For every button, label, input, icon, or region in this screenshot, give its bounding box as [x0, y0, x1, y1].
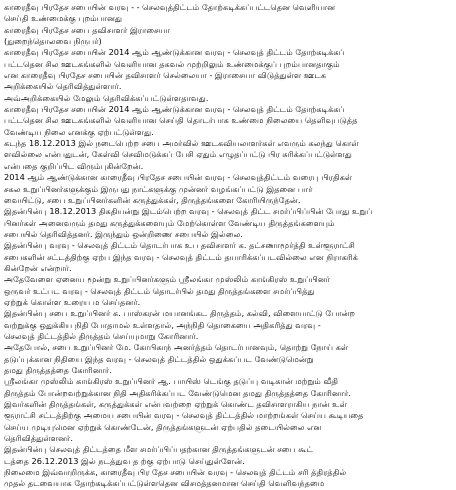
body-line: அவ்அறிக்கையில் மேலும் தெரிவிக்கப்பட்டுள்ளதாவது. [4, 92, 209, 103]
headline-line-1: காரைதீவு பிரதேச சபையின் வரவு - - செலவுத்திட்டம் தோற்கடிக்கப்பட்டதென வெளியான [4, 2, 336, 12]
body-line: என்பதை குறிப்பிட விரும்புகின்றேன். [4, 160, 144, 171]
subheadline: காரைதீவு பிரதேச சபை தவிசாளர் இராசையா [4, 24, 170, 35]
body-line: பினர்கள் அனைவரும் தமது கருத்துக்களையும் மேற்கொள்ள வேண்டிய திருத்தங்களையும் [4, 217, 335, 228]
body-line: ளூராட்சி சட்டத்திற்கு அமைய சபையின் வரவு - செலவுத் திட்டத்தில் மாற்றங்கள் செய்ய கூடியதை [4, 410, 364, 421]
body-line: அதேபோல், சபை உறுப்பினர் மே. கோபிகாந் அனர்த்தம் தொடர்பானவும், தொற்று நோய் கள் [4, 342, 349, 353]
body-line: காரைதீவு பிரதேச சபையின் 2014 ஆம் ஆண்டுக்கான வரவு - செலவுத் திட்டம் தோற்கடிக்கப் [4, 47, 345, 58]
body-line: பட்டதென சில ஊடகங்களில் வெளியான தகவல் முற்றிலும் உண்மைக்குப் புறம்பானதாகும் [4, 58, 340, 69]
body-line: வேண்டிய நிலை எனக்கு ஏற்பட்டுள்ளது. [4, 126, 154, 137]
body-line: 2014 ஆம் ஆண்டுக்கான காரைதீவு பிரதேச சபையின் வரவு - செலவுத்திட்டம் வரைபு பிரதிகள் [4, 172, 353, 183]
body-line: வற்றுக்கு ஒதுக்கிய நிதி போதாமல் உள்ளதால், அந்நிதி தொகையை அதிகரித்து வரவு - [4, 319, 321, 330]
body-line: தெரிவித்துள்ளனர். [4, 433, 73, 444]
body-line: வையிட்டு, சபை உறுப்பினர்களின் கருத்துக்கள், திருத்தங்களை கோரியிருந்தேன். [4, 194, 301, 205]
headline-line-2: செய்தி உண்மைக்கு புறம்பானது [4, 13, 123, 24]
body-line: நிலைமை இவ்வாறிருக்க, காரைதீவு பிர தேச சபையின் வரவு - செலவுத் திட்டம் சரி த்திரத்தில் [4, 467, 347, 478]
body-line: பட்டதென சில ஊடகங்களில் வெளியான செய்தி தொடர்பாக உண்மை நிலையை தெளிவுபடுத்த [4, 115, 358, 126]
body-line: சகல உறுப்பினர்களுக்கும் இருபது நாட்களுக்கு முன்னர் வழங்கப்பட்டு இதனை பார் [4, 183, 313, 194]
body-line: என காரைதீவு பிரதேச சபையின் தவிசாளர் செல்லையா - இராசையா விடுத்துள்ள ஊடக [4, 70, 327, 81]
body-line: ஏற்றுக் கொள்ள உரைய ம செய்தனர். [4, 296, 141, 307]
body-line: இவர்களின் திருத்தங்கள், கருத்துக்கள் என்பவற்றை ஏற்றுக் கொண்ட தவிசாளராகிய நான் உள் [4, 399, 347, 410]
body-line: சபையில் தெரிவித்தனர். இருந்தும் ஒன்றிணை சபையில் இல்லை. [4, 228, 243, 239]
byline: (நுறைந்தொலவை நிருபர்) [4, 36, 102, 47]
body-line: ளவில்லை என்பதுடன், கேள்வி செவிமடுக்கப் பேசி ஏதும் எழுதப்பட்டு பிர சுரிக்கப்பட்டுள்ளது [4, 149, 353, 160]
body-line: கடந்த 18.12.2013 இல் நடைபெற்ற சபை அமர்வில் ஊடகவியலாளர்கள் எவரும் கலந்து கொள் [4, 138, 359, 149]
body-line: கின்றேன் என்றார். [4, 262, 72, 273]
body-line: முதல் தடவையாக தோற்கடிக்கப்பட்டுள்ளதென விசமத்தனமான செய்தி வெளிவந்தமை [4, 478, 325, 489]
body-line: அறிக்கையில் தெரிவித்துள்ளார். [4, 81, 122, 92]
body-line: இதன்பின்பு சபை உறுப்பினர் க. பாஸ்கரன் மயானங்கட திருத்தம், கல்வி, விளையாட்டு போன்ற [4, 308, 356, 319]
body-line: இதன்பின்பு வரவு - செலவுத் திட்டம் தொடர்பாக உப தவிசாளர் க. தட்சணாமூர்த்தி உள்ளூராட்சி [4, 240, 355, 251]
body-line: தமது திருத்தத்தை கோரினார். [4, 365, 112, 375]
body-line: ஸ்ரீலங்கா முஸ்லிம் காங்கிரஸ் உறுப்பினர் ஆ. பாயிஸ் டெங்கு தடுப்பு வடிகான் மற்றும் வீதி [4, 376, 339, 387]
body-line: சபைகளின் சட்டத்திற்கு ஏற்ப இந்த வரவு - செலவுத் திட்டம் தயாரிக்கப்படவில்லை என நிராகரிக் [4, 251, 359, 262]
body-line: ஒருவர் உட்பட வரவு - செலவுத் திட்டம் தொடர்பில் தமது திருத்தங்களை சமர்ப்பித்து [4, 285, 315, 296]
body-line: தடுப்புக்கான நிதியை இந்த வரவு - செலவுத் திட்டத்தில் ஒதுக்கப்பட வேண்டுமென்று [4, 353, 314, 364]
body-line: டத்தை 26.12.2013 இல் நடத்துவ த ற்கு ஏற்பாடு செய்துள்ளேன். [4, 455, 245, 466]
body-line: செலவுத் திட்டத்தில் திருத்தம் செய்யுமாறு கோரினார். [4, 330, 199, 341]
body-line: இதன்பின்பு செலவுத் திட்டத்தை மீள சமர்ப்பிப்பதற்கான திருத்தங்களுடன் சபை கூட் [4, 444, 313, 455]
body-line: அதேவேளை ஏனைய மூன்று உறுப்பினர்களும் ஸ்ரீலங்கா முஸ்லிம் காங்கிரஸ் உறுப்பினர் [4, 274, 331, 285]
body-line: காரைதீவு பிரதேச சபையின் 2014 ஆம் ஆண்டுக்கான வரவு - செலவுத் திட்டம் தோற்கடிக்கப் [4, 104, 345, 115]
body-line: இதன்பின்பு 18.12.2013 திகதியன்று இடம்பெற்ற வரவு - செலவுத் திட்ட சமர்ப்பிப்பின் போது உறுப் [4, 206, 373, 217]
body-line: திருத்தம் போன்றவற்றுக்கான நிதி அதிகரிக்கப்பட வேண்டுமென தமது திருத்தத்தை கோரினார். [4, 387, 352, 398]
body-line: செய்ய முடியுமென ஏற்றுக் கொண்டேன், திருத்தங்களுடன் ஏற்பதில் தடையில்லை என [4, 421, 322, 432]
